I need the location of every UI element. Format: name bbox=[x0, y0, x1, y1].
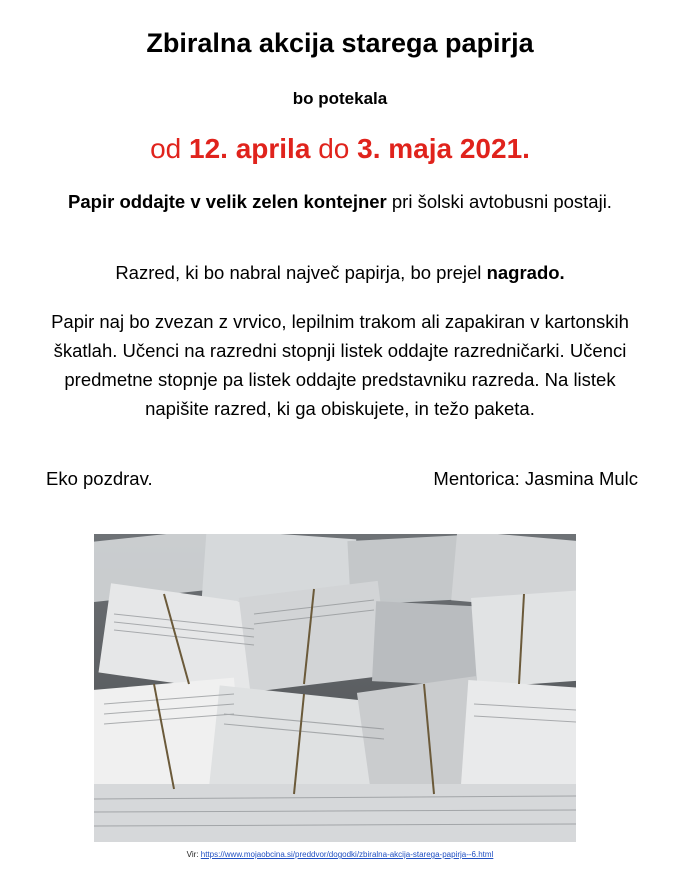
source-caption bbox=[0, 850, 680, 859]
greeting: Eko pozdrav. bbox=[46, 468, 153, 489]
container-instructions bbox=[60, 187, 620, 216]
date-from-word: od bbox=[150, 133, 182, 164]
award-note-text: Razred, ki bo nabral največ papirja, bo prejel bbox=[115, 262, 487, 283]
mentor-signature: Mentorica: Jasmina Mulc bbox=[433, 468, 638, 489]
newspaper-stacks-illustration bbox=[94, 534, 576, 842]
source-label: Vir: bbox=[186, 850, 201, 859]
source-link[interactable]: https://www.mojaobcina.si/preddvor/dogodki/zbiralna-akcija-starega-papirja--6.html bbox=[200, 850, 494, 859]
date-range bbox=[0, 133, 680, 165]
start-date: 12. aprila bbox=[189, 133, 311, 164]
page-title: Zbiralna akcija starega papirja bbox=[146, 28, 534, 58]
end-date: 3. maja 2021. bbox=[357, 133, 530, 164]
container-instructions-rest: pri šolski avtobusni postaji. bbox=[386, 191, 612, 212]
date-to-word: do bbox=[318, 133, 350, 164]
packaging-instructions: Papir naj bo zvezan z vrvico, lepilnim trakom ali zapakiran v kartonskih škatlah. Učenci na razredni stopnji listek oddajte razredničarki. Učenci predmetne stopnje pa listek oddajte predstavniku razreda. Na listek napišite razred, ki ga obiskujete, in težo paketa. bbox=[51, 311, 629, 419]
subtitle: bo potekala bbox=[292, 89, 388, 108]
container-instructions-bold: Papir oddajte v velik zelen kontejner bbox=[68, 191, 387, 212]
newspaper-stacks-photo bbox=[94, 534, 576, 842]
award-note-bold: nagrado. bbox=[486, 262, 565, 283]
award-note bbox=[30, 258, 650, 287]
